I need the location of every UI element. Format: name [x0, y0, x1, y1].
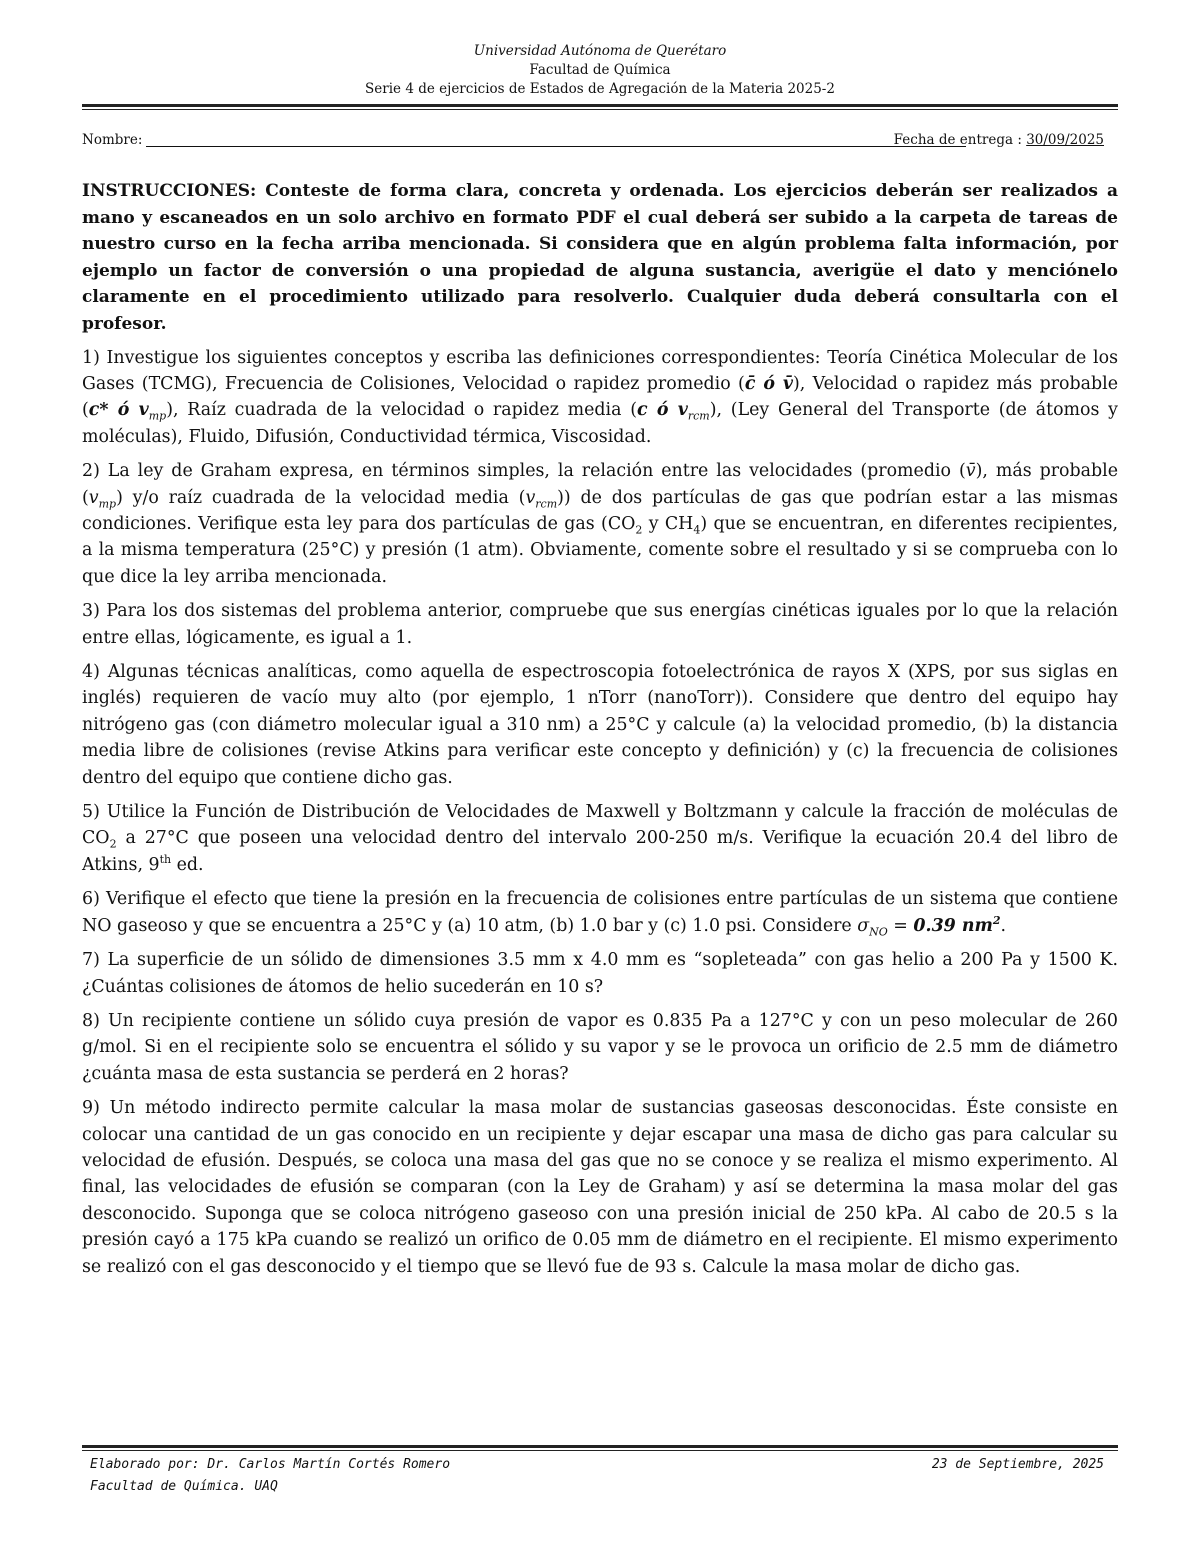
q1-text-d: ), (Ley General del Transporte (de átomos y moléculas), Fluido, Difusión, Conductividad térmica, Viscosidad. — [82, 400, 1119, 447]
document-header — [82, 42, 1118, 99]
footer-date: 23 de Septiembre, 2025 — [931, 1457, 1104, 1472]
due-date-label: Fecha de entrega : — [893, 132, 1022, 148]
document-footer — [90, 1454, 1110, 1498]
due-date — [894, 132, 1104, 148]
header-rule-thin — [82, 109, 1118, 110]
q1-text-b: ), Velocidad o rapidez más probable ( — [82, 373, 1118, 421]
q5-text-b: a 27°C que poseen una velocidad dentro del intervalo 200-250 m/s. Verifique la ecuación 20.4 del libro de Atkins, 9 — [82, 828, 1118, 875]
q2-text-a: 2) La ley de Graham expresa, en términos simples, la relación entre las velocidades (promedio ( — [82, 461, 966, 482]
document-body — [82, 178, 1118, 1288]
q1-sub-rcm: rcm — [687, 409, 710, 423]
question-8: 8) Un recipiente contiene un sólido cuya presión de vapor es 0.835 Pa a 127°C y con un peso molecular de 260 g/mol. Si en el recipiente solo se encuentra el sólido y su vapor y se le provoca un orificio de 2.5 mm de diámetro ¿cuánta masa de esta sustancia se perderá en 2 horas? — [82, 1010, 1118, 1084]
faculty-name: Facultad de Química — [529, 62, 671, 78]
q1-symbol-most-probable: c* ó v — [88, 400, 149, 421]
question-5 — [82, 799, 1118, 878]
question-2 — [82, 458, 1118, 590]
series-title: Serie 4 de ejercicios de Estados de Agregación de la Materia 2025-2 — [365, 81, 835, 97]
q1-sub-mp: mp — [148, 409, 167, 423]
name-label: Nombre: — [82, 132, 143, 148]
question-6 — [82, 886, 1118, 939]
q6-symbol-sigma: σ — [857, 915, 870, 936]
q5-sup-th: th — [159, 853, 172, 867]
q1-text-a: 1) Investigue los siguientes conceptos y escriba las definiciones correspondientes: Teoría Cinética Molecular de los Gases (TCMG), Frecuencia de Colisiones, Velocidad o rapidez promedio ( — [82, 347, 1118, 394]
q2-text-d: )) de dos partículas de gas que podrían estar a las mismas condiciones. Verifique esta ley para dos partículas de gas (CO — [82, 487, 1118, 534]
q6-sup-2: 2 — [992, 913, 1001, 927]
q2-text-f: ) que se encuentran, en diferentes recipientes, a la misma temperatura (25°C) y presión (1 atm). Obviamente, comente sobre el resultado y si se comprueba con lo que dice la ley arriba mencionada. — [82, 514, 1118, 587]
q6-period: . — [1000, 915, 1007, 936]
q2-sub-rcm: rcm — [535, 497, 558, 511]
q6-value: 0.39 nm — [913, 915, 993, 936]
q2-symbol-rcm: v — [525, 487, 536, 508]
q2-text-c: ) y/o raíz cuadrada de la velocidad media ( — [116, 487, 526, 508]
question-3: 3) Para los dos sistemas del problema anterior, compruebe que sus energías cinéticas iguales por lo que la relación entre ellas, lógicamente, es igual a 1. — [82, 601, 1118, 648]
q2-sub-mp: mp — [98, 497, 117, 511]
q6-text-a: 6) Verifique el efecto que tiene la presión en la frecuencia de colisiones entre partículas de un sistema que contiene NO gaseoso y que se encuentra a 25°C y (a) 10 atm, (b) 1.0 bar y (c) 1.0 psi. Considere — [82, 889, 1118, 936]
question-4: 4) Algunas técnicas analíticas, como aquella de espectroscopia fotoelectrónica de rayos X (XPS, por sus siglas en inglés) requieren de vacío muy alto (por ejemplo, 1 nTorr (nanoTorr)). Considere que dentro del equipo hay nitrógeno gas (con diámetro molecular igual a 310 nm) a 25°C y calcule (a) la velocidad promedio, (b) la distancia media libre de colisiones (revise Atkins para verificar este concepto y definición) y (c) la frecuencia de colisiones dentro del equipo que contiene dicho gas. — [82, 662, 1118, 788]
university-name: Universidad Autónoma de Querétaro — [473, 43, 727, 59]
question-1 — [82, 345, 1118, 451]
q5-sub-co2: 2 — [109, 837, 117, 851]
q2-sub-ch4: 4 — [693, 523, 701, 537]
footer-rule-thin — [82, 1450, 1118, 1451]
q1-symbol-rms: c ó v — [637, 400, 688, 421]
instructions: INSTRUCCIONES: Conteste de forma clara, concreta y ordenada. Los ejercicios deberán ser realizados a mano y escaneados en un solo archivo en formato PDF el cual deberá ser subido a la carpeta de tareas de nuestro curso en la fecha arriba mencionada. Si considera que en algún problema falta información, por ejemplo un factor de conversión o una propiedad de alguna sustancia, averigüe el dato y menciónelo claramente en el procedimiento utilizado para resolverlo. Cualquier duda deberá consultarla con el profesor. — [82, 181, 1118, 334]
footer-faculty: Facultad de Química. UAQ — [90, 1479, 278, 1494]
q6-equals: = — [887, 915, 914, 936]
due-date-value: 30/09/2025 — [1026, 132, 1104, 148]
q5-text-c: ed. — [171, 854, 204, 875]
header-rule-thick — [82, 104, 1118, 107]
q2-symbol-mp: v — [88, 487, 99, 508]
q1-symbol-mean-speed: c̄ ó v̄ — [744, 373, 793, 394]
name-date-line — [82, 132, 1118, 154]
question-9: 9) Un método indirecto permite calcular la masa molar de sustancias gaseosas desconocidas. Éste consiste en colocar una cantidad de un gas conocido en un recipiente y dejar escapar una masa de dicho gas para calcular su velocidad de efusión. Después, se coloca una masa del gas que no se conoce y se realiza el mismo experimento. Al final, las velocidades de efusión se comparan (con la Ley de Graham) y así se determina la masa molar del gas desconocido. Suponga que se coloca nitrógeno gaseoso con una presión inicial de 250 kPa. Al cabo de 20.5 s la presión cayó a 175 kPa cuando se realizó un orifico de 0.05 mm de diámetro en el recipiente. El mismo experimento se realizó con el gas desconocido y el tiempo que se llevó fue de 93 s. Calcule la masa molar de dicho gas. — [82, 1098, 1118, 1277]
q2-text-b: ), más probable ( — [82, 461, 1118, 508]
footer-author: Elaborado por: Dr. Carlos Martín Cortés Romero — [90, 1457, 451, 1472]
q1-text-c: ), Raíz cuadrada de la velocidad o rapidez media ( — [166, 400, 638, 421]
footer-rule-thick — [82, 1445, 1118, 1448]
q2-text-e: y CH — [642, 514, 694, 534]
q5-text-a: 5) Utilice la Función de Distribución de Velocidades de Maxwell y Boltzmann y calcule la fracción de moléculas de CO — [82, 802, 1118, 849]
q2-sub-co2: 2 — [635, 523, 643, 537]
q2-symbol-mean: v̄ — [965, 461, 976, 482]
name-blank-line — [146, 146, 966, 147]
question-7: 7) La superficie de un sólido de dimensiones 3.5 mm x 4.0 mm es “sopleteada” con gas helio a 200 Pa y 1500 K. ¿Cuántas colisiones de átomos de helio sucederán en 10 s? — [82, 950, 1118, 997]
q6-sub-no: NO — [869, 925, 888, 939]
